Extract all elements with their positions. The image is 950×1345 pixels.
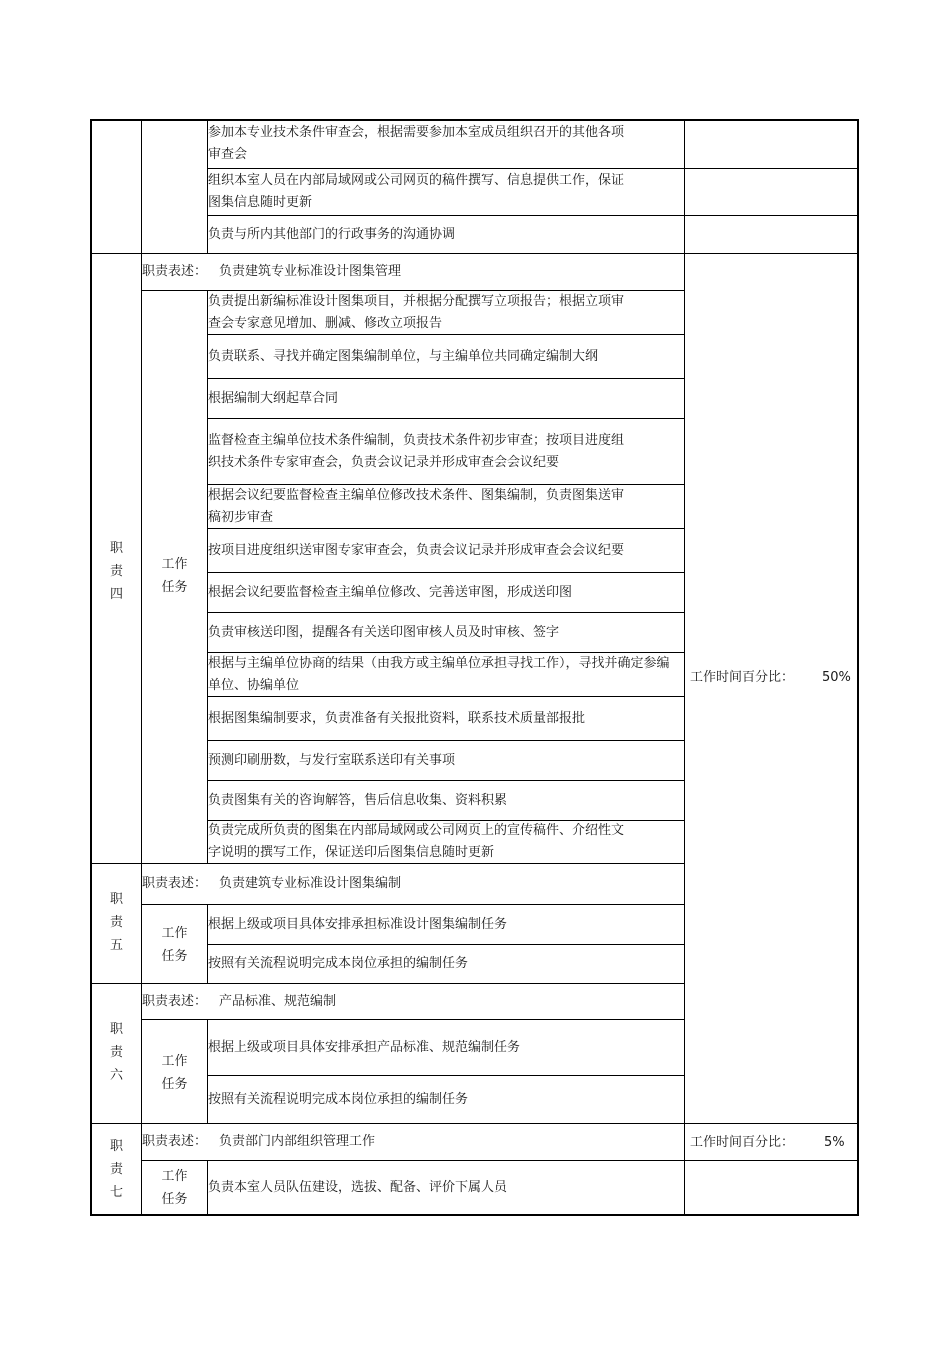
list-item: 根据图集编制要求，负责准备有关报批资料，联系技术质量部报批 — [208, 710, 586, 726]
duty7-statement-row — [142, 1124, 684, 1160]
list-item: 监督检查主编单位技术条件编制，负责技术条件初步审查；按项目进度组织技术条件专家审查会，负责会议记录并形成审查会会议纪要 — [208, 432, 625, 470]
list-item: 按照有关流程说明完成本岗位承担的编制任务 — [208, 1091, 469, 1107]
list-item: 负责审核送印图，提醒各有关送印图审核人员及时审核、签字 — [208, 624, 560, 640]
list-item: 预测印刷册数，与发行室联系送印有关事项 — [208, 752, 456, 768]
duty7-statement: 负责部门内部组织管理工作 — [219, 1134, 376, 1149]
list-item: 负责提出新编标准设计图集项目，并根据分配撰写立项报告；根据立项审查会专家意见增加、删减、修改立项报告 — [208, 293, 625, 331]
statement-label: 职责表述： — [142, 876, 208, 891]
list-item: 负责图集有关的咨询解答，售后信息收集、资料积累 — [208, 792, 508, 808]
list-item — [208, 120, 684, 168]
list-item: 根据与主编单位协商的结果（由我方或主编单位承担寻找工作），寻找并确定参编单位、协编单位 — [208, 655, 670, 693]
duty6-statement-row — [142, 984, 684, 1019]
list-item — [208, 216, 684, 253]
list-item: 负责本室人员队伍建设，选拔、配备、评价下属人员 — [208, 1179, 508, 1195]
duty5-title: 职 责 五 — [109, 892, 123, 953]
statement-label: 职责表述： — [142, 264, 208, 279]
list-item: 按项目进度组织送审图专家审查会，负责会议记录并形成审查会会议纪要 — [208, 542, 625, 558]
task-text: 参加本专业技术条件审查会，根据需要参加本室成员组织召开的其他各项审查会 — [208, 125, 625, 162]
task-text: 组织本室人员在内部局域网或公司网页的稿件撰写、信息提供工作，保证图集信息随时更新 — [208, 173, 625, 210]
list-item: 根据编制大纲起草合同 — [208, 390, 339, 406]
list-item: 负责完成所负责的图集在内部局域网或公司网页上的宣传稿件、介绍性文字说明的撰写工作，保证送印后图集信息随时更新 — [208, 823, 625, 860]
list-item: 根据会议纪要监督检查主编单位修改、完善送审图，形成送印图 — [208, 584, 573, 600]
duty5-task-label: 工作 任务 — [161, 926, 188, 964]
duty4-task-label: 工作 任务 — [161, 557, 188, 595]
duty4-title: 职 责 四 — [109, 541, 123, 602]
list-item: 根据上级或项目具体安排承担标准设计图集编制任务 — [208, 916, 508, 932]
duty5-statement: 负责建筑专业标准设计图集编制 — [219, 876, 402, 891]
task-text: 负责与所内其他部门的行政事务的沟通协调 — [208, 226, 456, 242]
list-item: 负责联系、寻找并确定图集编制单位，与主编单位共同确定编制大纲 — [208, 348, 599, 364]
duty5-statement-row — [142, 864, 684, 904]
duty7-time-pct-label: 工作时间百分比： — [690, 1135, 795, 1150]
list-item: 根据上级或项目具体安排承担产品标准、规范编制任务 — [208, 1039, 521, 1055]
duty6-title: 职 责 六 — [109, 1022, 123, 1083]
duty7-title: 职 责 七 — [109, 1139, 123, 1200]
duty4-time-pct-value: 50% — [822, 670, 851, 685]
duty7-time-pct-value: 5% — [824, 1135, 845, 1150]
statement-label: 职责表述： — [142, 993, 208, 1009]
list-item: 按照有关流程说明完成本岗位承担的编制任务 — [208, 956, 469, 971]
duty6-task-label: 工作 任务 — [161, 1054, 188, 1092]
list-item: 根据会议纪要监督检查主编单位修改技术条件、图集编制，负责图集送审稿初步审查 — [208, 487, 625, 525]
duty7-task-label: 工作 任务 — [161, 1169, 188, 1207]
duty6-statement: 产品标准、规范编制 — [219, 993, 337, 1009]
list-item — [208, 169, 684, 215]
duty4-time-pct-label: 工作时间百分比： — [690, 670, 795, 685]
duty4-statement-row — [142, 254, 684, 290]
duty4-statement: 负责建筑专业标准设计图集管理 — [219, 264, 402, 279]
statement-label: 职责表述： — [142, 1134, 208, 1149]
